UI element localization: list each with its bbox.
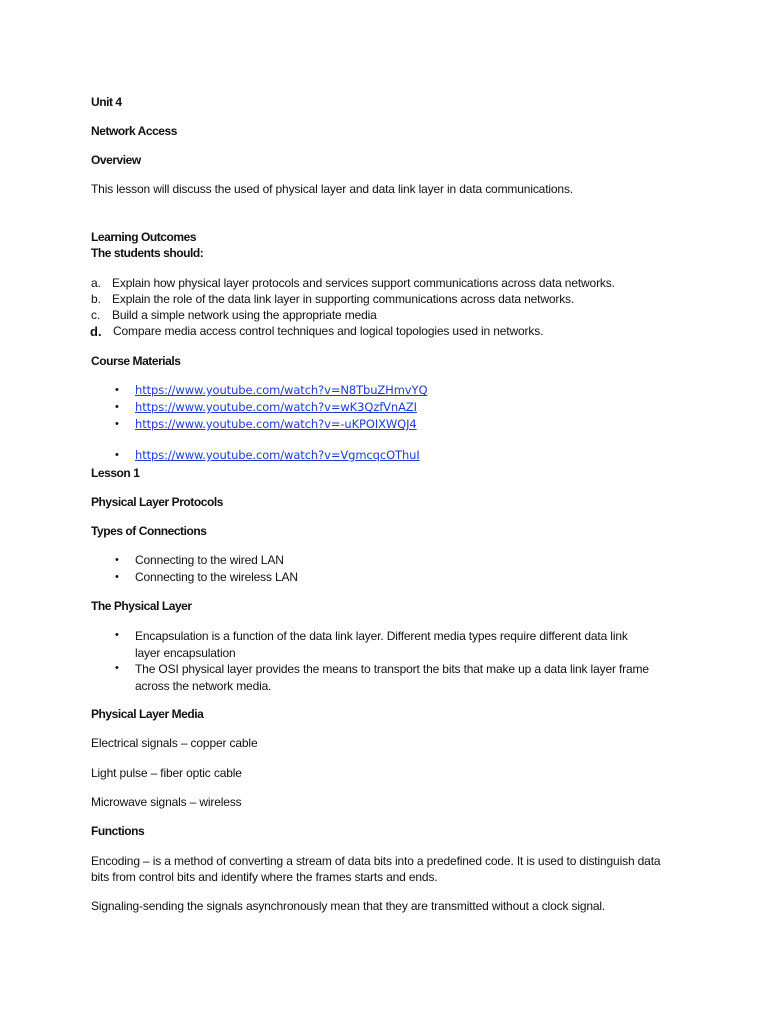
list-marker: b. [91, 292, 102, 306]
list-marker: d. [90, 324, 102, 339]
bullet-icon: • [115, 571, 119, 583]
bullet-icon: • [115, 629, 119, 641]
list-item: Explain the role of the data link layer in supporting communications across data networks. [112, 292, 575, 306]
list-item: Encapsulation is a function of the data link layer. Different media types require different data link layer encapsulation [135, 629, 628, 660]
functions-heading: Functions [91, 824, 145, 838]
video-link[interactable]: https://www.youtube.com/watch?v=VgmcqcOThuI [135, 448, 420, 462]
video-link[interactable]: https://www.youtube.com/watch?v=-uKPOIXWQJ4 [135, 417, 417, 431]
document-title: Network Access [91, 124, 177, 138]
learning-outcomes-subheading: The students should: [91, 246, 204, 260]
list-marker: c. [91, 308, 101, 322]
overview-text: This lesson will discuss the used of physical layer and data link layer in data communications. [91, 182, 573, 196]
encoding-paragraph: Encoding – is a method of converting a stream of data bits into a predefined code. It is used to distinguish data bits from control bits and identify where the frames starts and ends. [91, 854, 661, 884]
unit-label: Unit 4 [91, 95, 122, 109]
list-item: The OSI physical layer provides the means to transport the bits that make up a data link layer frame across the network media. [135, 662, 649, 693]
bullet-icon: • [115, 554, 119, 566]
list-marker: a. [91, 276, 102, 290]
lesson-heading: Lesson 1 [91, 466, 140, 480]
list-item: Connecting to the wireless LAN [135, 570, 298, 584]
physical-layer-heading: The Physical Layer [91, 599, 192, 613]
types-of-connections-heading: Types of Connections [91, 524, 207, 538]
list-item: Connecting to the wired LAN [135, 553, 284, 567]
media-item: Microwave signals – wireless [91, 795, 242, 809]
bullet-icon: • [115, 662, 119, 674]
bullet-icon: • [115, 418, 119, 430]
list-item: Explain how physical layer protocols and services support communications across data networks. [112, 276, 615, 290]
physical-layer-protocols-heading: Physical Layer Protocols [91, 495, 223, 509]
list-item: Compare media access control techniques and logical topologies used in networks. [113, 324, 544, 338]
physical-layer-media-heading: Physical Layer Media [91, 707, 204, 721]
overview-heading: Overview [91, 153, 141, 167]
video-link[interactable]: https://www.youtube.com/watch?v=wK3QzfVnAZI [135, 400, 417, 414]
media-item: Electrical signals – copper cable [91, 736, 258, 750]
learning-outcomes-heading: Learning Outcomes [91, 230, 197, 244]
video-link[interactable]: https://www.youtube.com/watch?v=N8TbuZHmvYQ [135, 383, 428, 397]
media-item: Light pulse – fiber optic cable [91, 766, 242, 780]
course-materials-heading: Course Materials [91, 354, 181, 368]
signaling-paragraph: Signaling-sending the signals asynchronously mean that they are transmitted without a clock signal. [91, 899, 606, 913]
bullet-icon: • [115, 449, 119, 461]
bullet-icon: • [115, 384, 119, 396]
list-item: Build a simple network using the appropriate media [112, 308, 377, 322]
bullet-icon: • [115, 401, 119, 413]
